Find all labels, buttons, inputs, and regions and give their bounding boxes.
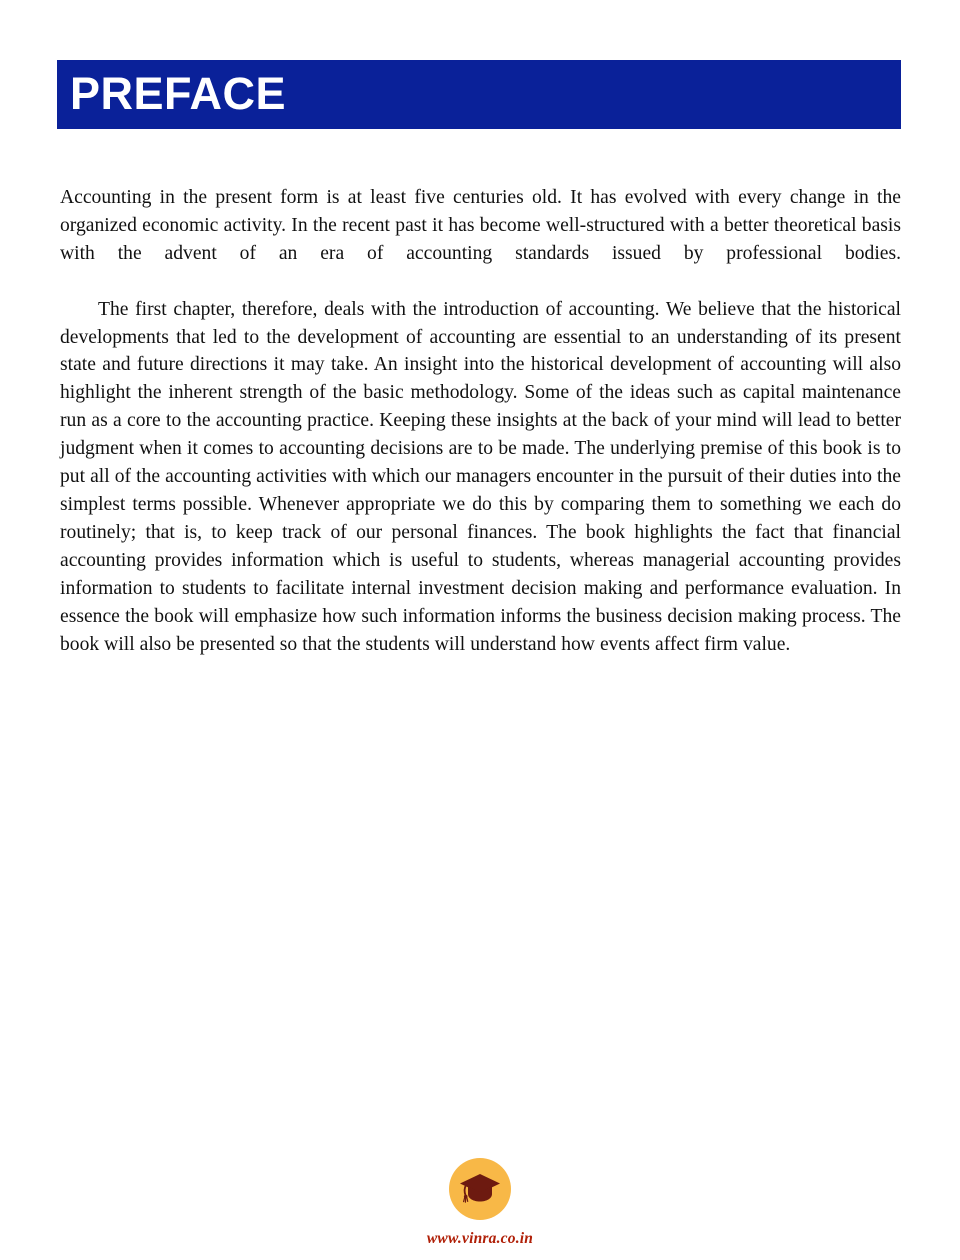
paragraph-1: Accounting in the present form is at least five centuries old. It has evolved with every change in the organized economic activity. In the recent past it has become well-structured with a better theoretical basis with the advent of an era of accounting standards issued by professional bodies.: [60, 187, 901, 264]
page-footer: [0, 1158, 960, 1248]
graduation-cap-icon: [459, 1172, 501, 1206]
website-url[interactable]: www.vinra.co.in: [426, 1230, 534, 1247]
page-title: PREFACE: [70, 68, 287, 119]
preface-body: [60, 184, 901, 658]
vinra-logo-badge: [449, 1158, 511, 1220]
paragraph-2: The first chapter, therefore, deals with the introduction of accounting. We believe that the historical developments that led to the development of accounting are essential to an understanding of its present state and future directions it may take. An insight into the historical development of accounting will also highlight the inherent strength of the basic methodology. Some of the ideas such as capital maintenance run as a core to the accounting practice. Keeping these insights at the back of your mind will lead to better judgment when it comes to accounting decisions are to be made. The underlying premise of this book is to put all of the accounting activities with which our managers encounter in the pursuit of their duties into the simplest terms possible. Whenever appropriate we do this by comparing them to something we each do routinely; that is, to keep track of our personal finances. The book highlights the fact that financial accounting provides information which is useful to students, whereas managerial accounting provides information to students to facilitate internal investment decision making and performance evaluation. In essence the book will emphasize how such information informs the business decision making process. The book will also be presented so that the students will understand how events affect firm value.: [60, 298, 901, 655]
preface-header-banner: [57, 60, 901, 129]
